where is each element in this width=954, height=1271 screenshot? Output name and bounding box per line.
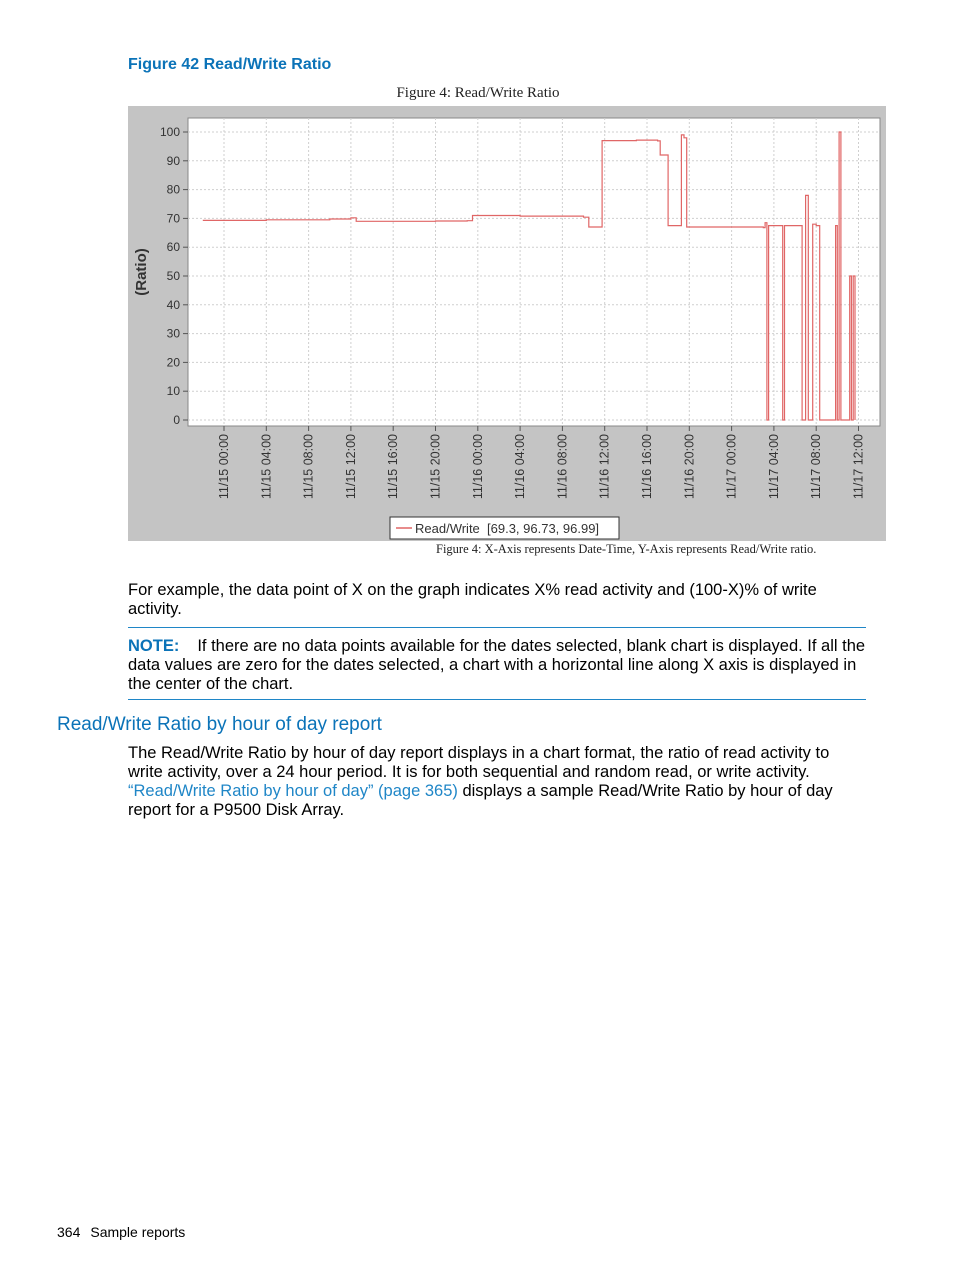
legend [390, 517, 619, 539]
x-tick-label: 11/16 12:00 [597, 434, 612, 500]
x-tick-label: 11/16 16:00 [640, 434, 654, 500]
x-tick-label: 11/16 08:00 [555, 434, 570, 500]
page-footer [57, 1224, 195, 1240]
footer-section: Sample reports [90, 1224, 186, 1240]
chart-footnote: Figure 4: X-Axis represents Date-Time, Y-Axis represents Read/Write ratio. [436, 542, 817, 556]
note-text-block [128, 637, 866, 694]
y-tick-label: 30 [166, 326, 180, 341]
y-tick-label: 10 [166, 384, 180, 399]
page-number: 364 [57, 1224, 81, 1240]
x-tick-label: 11/17 00:00 [724, 434, 739, 500]
note-label: NOTE: [128, 637, 180, 655]
y-tick-label: 50 [166, 269, 180, 283]
y-tick-label: 100 [159, 125, 180, 139]
x-tick-label: 11/15 12:00 [343, 434, 358, 500]
x-tick-label: 11/15 16:00 [386, 434, 401, 500]
y-axis-label: (Ratio) [133, 248, 150, 296]
paragraph-example: For example, the data point of X on the graph indicates X% read activity and (100-X)% of write activity. [128, 581, 817, 618]
cross-reference-link[interactable]: “Read/Write Ratio by hour of day” (page 365) [128, 782, 458, 800]
paragraph-description [128, 744, 868, 820]
legend-label: Read/Write [69.3, 96.73, 96.99] [415, 521, 600, 536]
x-tick-label: 11/15 20:00 [428, 434, 443, 500]
x-tick-label: 11/15 08:00 [301, 434, 316, 500]
paragraph-text-before: The Read/Write Ratio by hour of day report displays in a chart format, the ratio of read activity to write activity, over a 24 hour period. It is for both sequential and random read, or write activity. [128, 744, 830, 781]
x-tick-label: 11/15 00:00 [217, 434, 231, 500]
x-tick-label: 11/16 20:00 [682, 434, 697, 500]
x-tick-label: 11/17 08:00 [809, 434, 824, 500]
note-box [128, 627, 866, 700]
x-tick-label: 11/16 00:00 [470, 434, 485, 500]
x-tick-label: 11/15 04:00 [259, 434, 274, 500]
y-tick-label: 0 [173, 413, 180, 427]
y-tick-label: 90 [166, 153, 180, 168]
note-text: If there are no data points available for the dates selected, blank chart is displayed. If all the data values are zero for the dates selected, a chart with a horizontal line along X axis is displayed in the center of the chart. [128, 637, 866, 693]
figure-caption: Figure 42 Read/Write Ratio [128, 56, 332, 73]
y-tick-label: 40 [166, 297, 180, 312]
y-tick-label: 60 [166, 240, 180, 255]
section-heading: Read/Write Ratio by hour of day report [57, 714, 382, 735]
chart-title: Figure 4: Read/Write Ratio [396, 85, 560, 101]
y-tick-label: 80 [166, 182, 180, 197]
read-write-ratio-chart [128, 106, 886, 541]
paragraph-text-after: displays a sample Read/Write Ratio by hour of day report for a P9500 Disk Array. [128, 782, 833, 819]
x-tick-label: 11/17 04:00 [766, 434, 781, 500]
plot-area [188, 118, 880, 426]
y-tick-label: 70 [166, 211, 180, 226]
x-tick-label: 11/16 04:00 [513, 434, 528, 500]
y-tick-label: 20 [166, 355, 180, 370]
x-tick-label: 11/17 12:00 [851, 434, 866, 500]
